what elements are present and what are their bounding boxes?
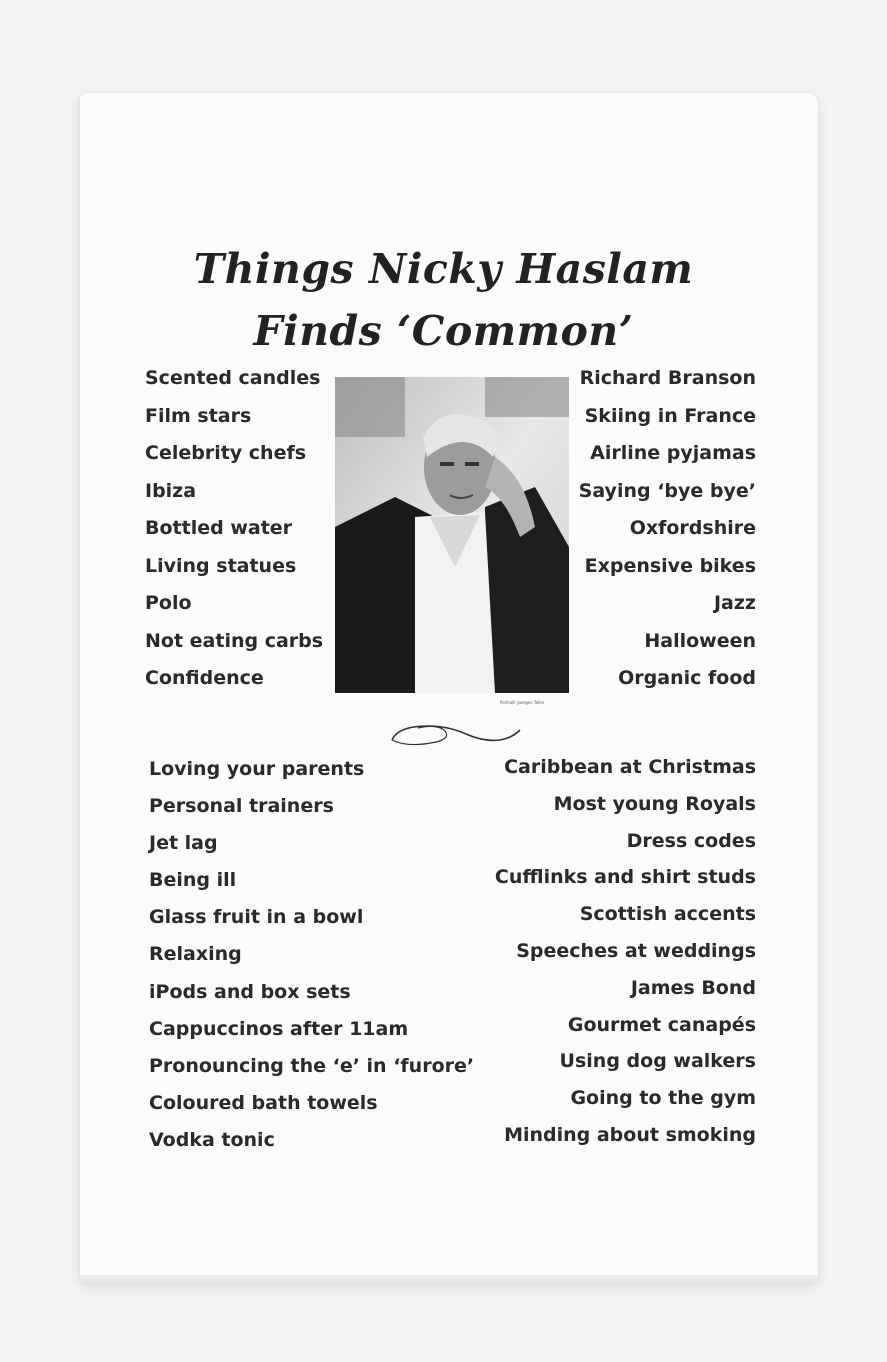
list-item: Bottled water xyxy=(145,517,293,539)
photo-credit: Portrait: Juergen Teller xyxy=(500,700,545,705)
list-item: Film stars xyxy=(145,404,252,427)
list-top-left xyxy=(145,369,323,707)
list-item: Cappuccinos after 11am xyxy=(149,1017,409,1040)
list-item: Vodka tonic xyxy=(149,1128,275,1151)
list-item: Jazz xyxy=(713,592,756,614)
list-item: Gourmet canapés xyxy=(567,1013,756,1036)
list-item: Scented candles xyxy=(145,367,321,389)
list-bottom-left xyxy=(149,760,474,1168)
list-item: Organic food xyxy=(618,667,756,689)
list-item: Airline pyjamas xyxy=(590,442,756,464)
list-item: Most young Royals xyxy=(553,792,756,815)
portrait-photo xyxy=(335,377,569,693)
list-item: Cufflinks and shirt studs xyxy=(494,866,756,889)
list-item: Not eating carbs xyxy=(145,629,324,652)
list-item: Being ill xyxy=(149,869,237,892)
list-item: Halloween xyxy=(644,629,756,652)
list-item: Pronouncing the ‘e’ in ‘furore’ xyxy=(149,1054,475,1077)
list-item: Speeches at weddings xyxy=(516,939,756,962)
list-item: Oxfordshire xyxy=(629,517,756,539)
list-item: Caribbean at Christmas xyxy=(504,756,756,778)
title-line-1: Things Nicky Haslam xyxy=(193,245,694,293)
list-item: Jet lag xyxy=(149,832,218,855)
list-item: Loving your parents xyxy=(149,758,365,780)
list-item: James Bond xyxy=(630,976,756,999)
list-bottom-right xyxy=(495,758,756,1163)
list-item: Using dog walkers xyxy=(559,1050,756,1073)
list-item: Personal trainers xyxy=(149,795,334,818)
list-item: Relaxing xyxy=(149,943,242,966)
list-item: iPods and box sets xyxy=(149,980,351,1003)
list-item: Confidence xyxy=(145,667,264,689)
list-item: Scottish accents xyxy=(579,903,756,926)
list-item: Celebrity chefs xyxy=(145,442,307,464)
list-item: Polo xyxy=(145,592,192,614)
list-item: Coloured bath towels xyxy=(149,1091,378,1114)
list-item: Saying ‘bye bye’ xyxy=(578,479,756,502)
list-item: Ibiza xyxy=(145,479,197,502)
list-item: Skiing in France xyxy=(584,404,756,427)
list-item: Minding about smoking xyxy=(504,1123,756,1146)
list-item: Going to the gym xyxy=(570,1087,756,1110)
list-item: Glass fruit in a bowl xyxy=(149,906,364,929)
list-item: Expensive bikes xyxy=(584,554,756,577)
flourish-divider-icon xyxy=(388,712,523,752)
list-item: Living statues xyxy=(145,554,297,577)
list-item: Dress codes xyxy=(626,829,756,852)
list-top-right xyxy=(579,369,756,707)
title-line-2: Finds ‘Common’ xyxy=(253,307,634,355)
list-item: Richard Branson xyxy=(579,367,756,389)
